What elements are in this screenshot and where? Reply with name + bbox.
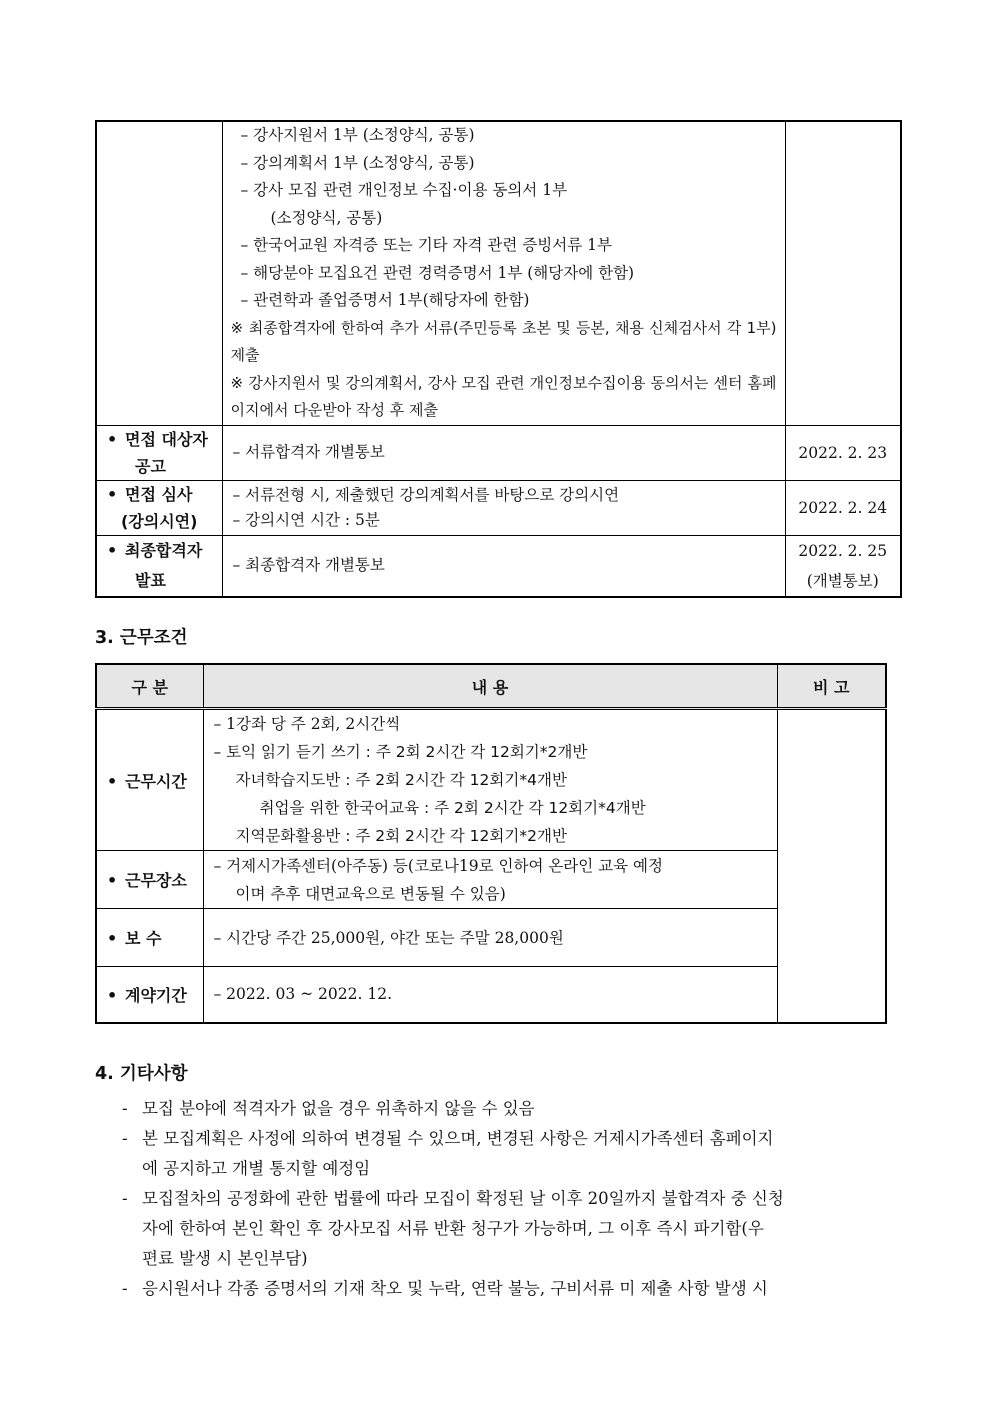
other-item: - 본 모집계획은 사정에 의하여 변경될 수 있으며, 변경된 사항은 거제시가족센터 홈페이지 에 공지하고 개별 통지할 예정임 <box>122 1129 774 1178</box>
work-time-row <box>96 709 886 851</box>
interview-review-content: – 서류전형 시, 제출했던 강의계획서를 바탕으로 강의시연 – 강의시연 시간 : 5분 <box>222 480 785 535</box>
document-item: (소정양식, 공통) <box>270 208 383 227</box>
bullet: • <box>107 771 118 791</box>
workplace-label: • 근무장소 <box>96 851 203 909</box>
other-item: - 응시원서나 각종 증명서의 기재 착오 및 누락, 연락 불능, 구비서류 미 제출 사항 발생 시 <box>122 1279 768 1298</box>
contract-row <box>96 967 886 1023</box>
work-time-content: – 1강좌 당 주 2회, 2시간씩 – 토익 읽기 듣기 쓰기 : 주 2회 2시간 각 12회기*2개반 자녀학습지도반 : 주 2회 2시간 각 12회기*4개반 취업을 위한 한국어교육 : 주 2회 2시간 각 12회기*4개반 지역문화활용반 : 주 2회 2시간 각 12회기*2개반 <box>203 709 777 851</box>
bullet: • <box>107 429 118 449</box>
interview-review-date: 2022. 2. 24 <box>785 480 901 535</box>
work-conditions-header <box>96 664 886 709</box>
document-item: – 강사지원서 1부 (소정양식, 공통) <box>240 126 475 144</box>
pay-row <box>96 909 886 967</box>
bullet: • <box>107 985 118 1005</box>
final-announce-row <box>96 535 901 597</box>
documents-note-final: ※ 최종합격자에 한하여 추가 서류(주민등록 초본 및 등본, 채용 신체검사서 각 1부) 제출 <box>230 318 777 364</box>
other-item: - 모집절차의 공정화에 관한 법률에 따라 모집이 확정된 날 이후 20일까지 불합격자 중 신청 자에 한하여 본인 확인 후 강사모집 서류 반환 청구가 가능하며, 그 이후 즉시 파기함(우 편료 발생 시 본인부담) <box>122 1189 784 1268</box>
workplace-content: – 거제시가족센터(아주동) 등(코로나19로 인하여 온라인 교육 예정 이며 추후 대면교육으로 변동될 수 있음) <box>203 851 777 909</box>
selection-schedule-table <box>95 120 902 598</box>
document-item: – 강의계획서 1부 (소정양식, 공통) <box>240 153 475 172</box>
contract-content: – 2022. 03 ~ 2022. 12. <box>203 967 777 1023</box>
final-announce-date: 2022. 2. 25 (개별통보) <box>785 535 901 597</box>
pay-content: – 시간당 주간 25,000원, 야간 또는 주말 28,000원 <box>203 909 777 967</box>
pay-label: • 보 수 <box>96 909 203 967</box>
documents-row <box>96 121 901 425</box>
work-conditions-table <box>95 663 887 1024</box>
interview-review-row <box>96 480 901 535</box>
section4-title: 4. 기타사항 <box>95 1064 188 1084</box>
bullet: • <box>107 871 118 890</box>
interview-review-label: • 면접 심사 (강의시연) <box>96 480 222 535</box>
interview-notice-date: 2022. 2. 23 <box>785 425 901 480</box>
document-item: – 강사 모집 관련 개인정보 수집·이용 동의서 1부 <box>240 181 568 199</box>
documents-date-cell <box>785 121 901 425</box>
document-item: – 해당분야 모집요건 관련 경력증명서 1부 (해당자에 한함) <box>240 263 635 282</box>
interview-notice-content: – 서류합격자 개별통보 <box>222 425 785 480</box>
document-item: – 한국어교원 자격증 또는 기타 자격 관련 증빙서류 1부 <box>240 236 612 254</box>
work-time-label: • 근무시간 <box>96 709 203 851</box>
bullet: • <box>107 540 118 560</box>
workplace-row <box>96 851 886 909</box>
remarks-cell <box>777 709 886 1023</box>
interview-notice-label: • 면접 대상자 공고 <box>96 425 222 480</box>
final-announce-content: – 최종합격자 개별통보 <box>222 535 785 597</box>
header-category: 구 분 <box>96 664 203 709</box>
documents-content-cell <box>222 121 785 425</box>
section3-title: 3. 근무조건 <box>95 628 188 648</box>
other-item: - 모집 분야에 적격자가 없을 경우 위촉하지 않을 수 있음 <box>122 1099 535 1118</box>
contract-label: • 계약기간 <box>96 967 203 1023</box>
documents-note-download: ※ 강사지원서 및 강의계획서, 강사 모집 관련 개인정보수집이용 동의서는 센터 홈페이지에서 다운받아 작성 후 제출 <box>230 373 777 419</box>
header-content: 내 용 <box>203 664 777 709</box>
document-item: – 관련학과 졸업증명서 1부(해당자에 한함) <box>240 291 530 309</box>
bullet: • <box>107 929 118 948</box>
interview-notice-row <box>96 425 901 480</box>
final-announce-label: • 최종합격자 발표 <box>96 535 222 597</box>
documents-label-cell <box>96 121 222 425</box>
header-remarks: 비 고 <box>777 664 886 709</box>
bullet: • <box>107 484 118 504</box>
